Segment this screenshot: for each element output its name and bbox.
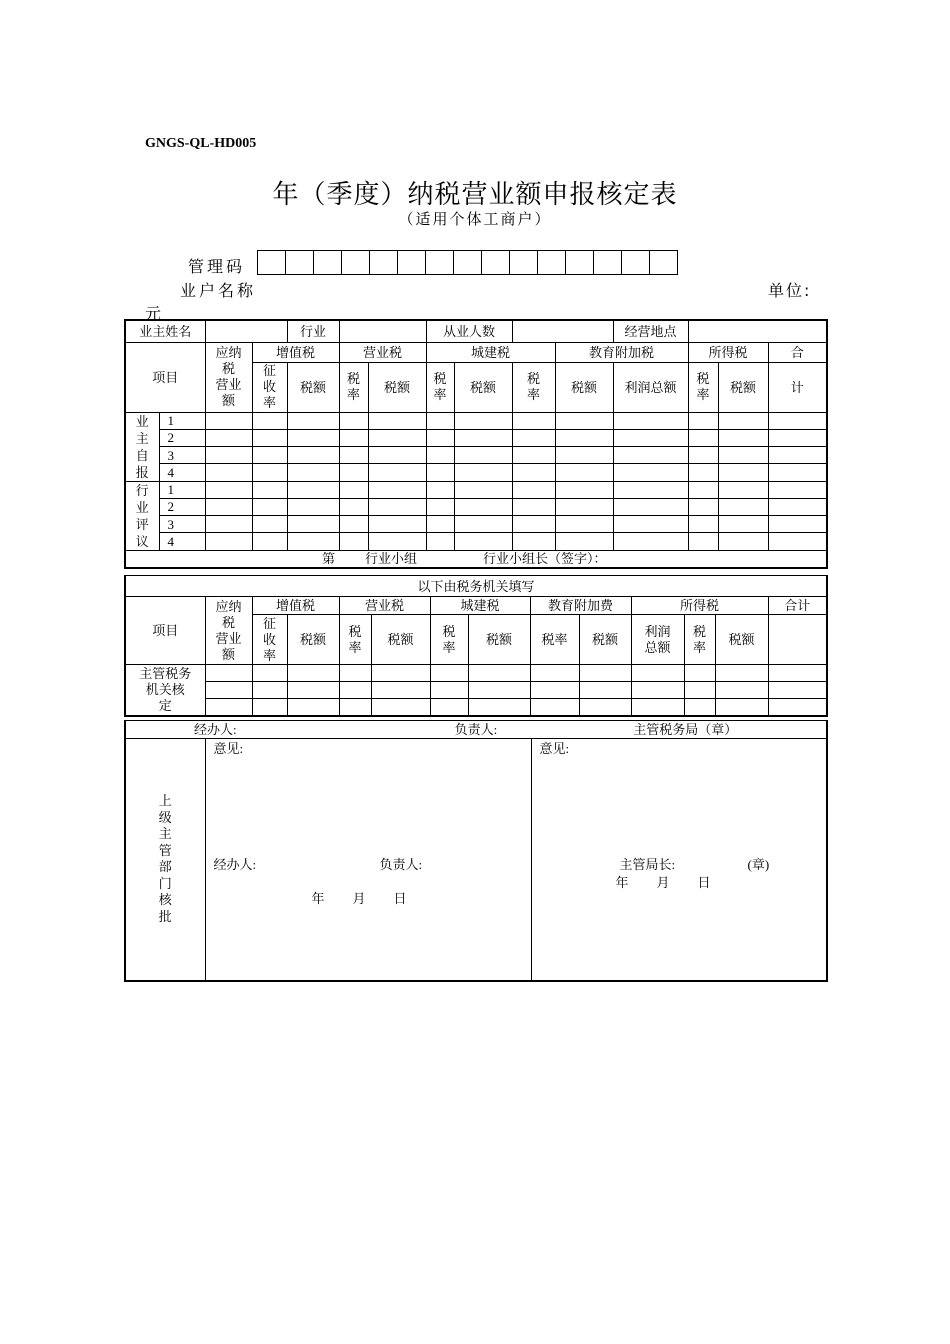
seal-label: (章) xyxy=(747,857,770,872)
total-header-bottom: 计 xyxy=(768,362,827,412)
industry-eval-row-label: 行 业 评 议 xyxy=(125,481,159,550)
data-cell[interactable] xyxy=(454,516,512,533)
page-title: 年（季度）纳税营业额申报核定表 xyxy=(272,180,678,210)
authority-cell[interactable] xyxy=(631,699,684,716)
management-code-box[interactable] xyxy=(342,251,370,274)
management-code-boxes[interactable] xyxy=(257,250,678,275)
authority-cell[interactable] xyxy=(430,682,468,699)
vat-amount-header: 税额 xyxy=(287,362,339,412)
data-cell[interactable] xyxy=(339,498,368,515)
authority-table xyxy=(124,575,828,717)
data-cell[interactable] xyxy=(768,412,827,429)
location-label: 经营地点 xyxy=(613,320,688,342)
authority-row xyxy=(125,699,827,716)
data-cell[interactable] xyxy=(368,429,426,446)
right-opinion-label: 意见: xyxy=(539,741,570,756)
data-cell[interactable] xyxy=(368,533,426,550)
authority-cell[interactable] xyxy=(205,682,252,699)
management-code-box[interactable] xyxy=(650,251,678,274)
data-cell[interactable] xyxy=(368,464,426,481)
data-cell[interactable] xyxy=(688,516,718,533)
authority-cell[interactable] xyxy=(287,699,339,716)
authority-vat-header: 增值税 xyxy=(252,597,339,615)
self-report-row xyxy=(125,464,827,481)
handler-label: 经办人: xyxy=(194,722,237,737)
authority-cell[interactable] xyxy=(468,682,530,699)
owner-field[interactable] xyxy=(205,320,287,342)
authority-cell[interactable] xyxy=(768,665,827,682)
authority-edu-header: 教育附加费 xyxy=(530,597,631,615)
data-cell[interactable] xyxy=(426,464,454,481)
management-code-box[interactable] xyxy=(622,251,650,274)
data-cell[interactable] xyxy=(339,429,368,446)
item-header: 项目 xyxy=(125,342,205,412)
row-number: 3 xyxy=(159,447,205,464)
authority-cell[interactable] xyxy=(287,682,339,699)
data-cell[interactable] xyxy=(339,447,368,464)
edu-rate-header: 税 率 xyxy=(512,362,555,412)
authority-cell[interactable] xyxy=(631,665,684,682)
authority-cell[interactable] xyxy=(715,699,768,716)
data-cell[interactable] xyxy=(613,464,688,481)
row-number: 2 xyxy=(159,429,205,446)
data-cell[interactable] xyxy=(613,412,688,429)
management-code-box[interactable] xyxy=(286,251,314,274)
data-cell[interactable] xyxy=(252,447,287,464)
management-code-label: 管理码 xyxy=(188,257,246,276)
data-cell[interactable] xyxy=(339,533,368,550)
self-report-row xyxy=(125,429,827,446)
authority-cell[interactable] xyxy=(371,665,430,682)
authority-row xyxy=(125,665,827,682)
authority-city-amount-header: 税额 xyxy=(468,615,530,665)
info-row xyxy=(125,320,827,342)
data-cell[interactable] xyxy=(287,429,339,446)
data-cell[interactable] xyxy=(252,429,287,446)
data-cell[interactable] xyxy=(688,533,718,550)
taxable-header: 应纳 税 营业 额 xyxy=(205,342,252,412)
authority-cell[interactable] xyxy=(768,699,827,716)
authority-header-row-1 xyxy=(125,597,827,615)
data-cell[interactable] xyxy=(688,498,718,515)
data-cell[interactable] xyxy=(688,481,718,498)
row-number: 1 xyxy=(159,481,205,498)
data-cell[interactable] xyxy=(768,464,827,481)
data-cell[interactable] xyxy=(768,447,827,464)
industry-field[interactable] xyxy=(339,320,426,342)
data-cell[interactable] xyxy=(426,498,454,515)
data-cell[interactable] xyxy=(252,481,287,498)
business-name-label: 业户名称 xyxy=(180,281,257,300)
data-cell[interactable] xyxy=(512,429,555,446)
authority-heading-row xyxy=(125,576,827,597)
approval-table xyxy=(124,720,828,982)
data-cell[interactable] xyxy=(205,533,252,550)
data-cell[interactable] xyxy=(426,481,454,498)
authority-cell[interactable] xyxy=(205,699,252,716)
self-report-row xyxy=(125,447,827,464)
row-number: 3 xyxy=(159,516,205,533)
authority-total-header: 合计 xyxy=(768,597,827,615)
row-number: 1 xyxy=(159,412,205,429)
industry-eval-rows xyxy=(125,481,827,550)
data-cell[interactable] xyxy=(613,533,688,550)
data-cell[interactable] xyxy=(454,481,512,498)
left-opinion-cell[interactable] xyxy=(205,739,531,981)
industry-eval-row xyxy=(125,533,827,550)
total-header-top: 合 xyxy=(768,342,827,362)
data-cell[interactable] xyxy=(368,498,426,515)
data-cell[interactable] xyxy=(454,429,512,446)
vat-header: 增值税 xyxy=(252,342,339,362)
unit-label: 单位: xyxy=(768,281,812,300)
authority-business-rate-header: 税 率 xyxy=(339,615,371,665)
data-cell[interactable] xyxy=(205,429,252,446)
data-cell[interactable] xyxy=(555,412,613,429)
authority-cell[interactable] xyxy=(252,682,287,699)
authority-cell[interactable] xyxy=(287,665,339,682)
management-code-box[interactable] xyxy=(426,251,454,274)
data-cell[interactable] xyxy=(688,464,718,481)
income-rate-header: 税 率 xyxy=(688,362,718,412)
data-cell[interactable] xyxy=(252,498,287,515)
management-code-box[interactable] xyxy=(258,251,286,274)
data-cell[interactable] xyxy=(454,412,512,429)
authority-cell[interactable] xyxy=(371,682,430,699)
data-cell[interactable] xyxy=(205,481,252,498)
city-rate-header: 税 率 xyxy=(426,362,454,412)
data-cell[interactable] xyxy=(718,464,768,481)
data-cell[interactable] xyxy=(512,447,555,464)
data-cell[interactable] xyxy=(368,481,426,498)
responsible-label: 负责人: xyxy=(454,722,498,737)
business-rate-header: 税 率 xyxy=(339,362,368,412)
authority-heading: 以下由税务机关填写 xyxy=(125,576,827,597)
data-cell[interactable] xyxy=(287,498,339,515)
data-cell[interactable] xyxy=(368,412,426,429)
authority-cell[interactable] xyxy=(339,699,371,716)
data-cell[interactable] xyxy=(454,447,512,464)
authority-cell[interactable] xyxy=(252,665,287,682)
industry-label: 行业 xyxy=(287,320,339,342)
management-code-box[interactable] xyxy=(510,251,538,274)
data-cell[interactable] xyxy=(454,498,512,515)
city-tax-header: 城建税 xyxy=(426,342,555,362)
data-cell[interactable] xyxy=(555,516,613,533)
industry-eval-row xyxy=(125,498,827,515)
data-cell[interactable] xyxy=(613,429,688,446)
industry-eval-row xyxy=(125,481,827,498)
business-tax-header: 营业税 xyxy=(339,342,426,362)
income-tax-header: 所得税 xyxy=(688,342,768,362)
owner-label: 业主姓名 xyxy=(125,320,205,342)
authority-cell[interactable] xyxy=(430,699,468,716)
data-cell[interactable] xyxy=(768,533,827,550)
data-cell[interactable] xyxy=(555,498,613,515)
data-cell[interactable] xyxy=(205,516,252,533)
authority-edu-amount-header: 税额 xyxy=(579,615,631,665)
levy-rate-header: 征 收 率 xyxy=(252,362,287,412)
data-cell[interactable] xyxy=(426,412,454,429)
authority-cell[interactable] xyxy=(684,665,715,682)
data-cell[interactable] xyxy=(287,481,339,498)
header-row-1 xyxy=(125,342,827,362)
authority-cell[interactable] xyxy=(715,665,768,682)
edu-amount-header: 税额 xyxy=(555,362,613,412)
authority-cell[interactable] xyxy=(430,665,468,682)
data-cell[interactable] xyxy=(718,516,768,533)
edu-tax-header: 教育附加税 xyxy=(555,342,688,362)
data-cell[interactable] xyxy=(613,516,688,533)
data-cell[interactable] xyxy=(768,481,827,498)
management-code-box[interactable] xyxy=(398,251,426,274)
data-cell[interactable] xyxy=(287,412,339,429)
data-cell[interactable] xyxy=(252,516,287,533)
authority-cell[interactable] xyxy=(339,682,371,699)
authority-cell[interactable] xyxy=(579,699,631,716)
authority-income-header: 所得税 xyxy=(631,597,768,615)
profit-total-header: 利润总额 xyxy=(613,362,688,412)
management-code-box[interactable] xyxy=(314,251,342,274)
data-cell[interactable] xyxy=(426,516,454,533)
data-cell[interactable] xyxy=(339,412,368,429)
data-cell[interactable] xyxy=(252,412,287,429)
authority-city-rate-header: 税 率 xyxy=(430,615,468,665)
data-cell[interactable] xyxy=(512,498,555,515)
left-handler-label: 经办人: xyxy=(213,857,257,872)
data-cell[interactable] xyxy=(426,533,454,550)
data-cell[interactable] xyxy=(205,412,252,429)
data-cell[interactable] xyxy=(287,447,339,464)
data-cell[interactable] xyxy=(454,464,512,481)
authority-cell[interactable] xyxy=(631,682,684,699)
authority-city-header: 城建税 xyxy=(430,597,530,615)
authority-cell[interactable] xyxy=(715,682,768,699)
authority-taxable-header: 应纳 税 营业 额 xyxy=(205,597,252,665)
data-cell[interactable] xyxy=(768,516,827,533)
data-cell[interactable] xyxy=(205,464,252,481)
director-label: 主管局长: xyxy=(619,857,676,872)
authority-business-header: 营业税 xyxy=(339,597,430,615)
authority-levy-rate-header: 征 收 率 xyxy=(252,615,287,665)
authority-business-amount-header: 税额 xyxy=(371,615,430,665)
signature-row xyxy=(125,721,827,739)
authority-cell[interactable] xyxy=(579,682,631,699)
authority-cell[interactable] xyxy=(468,699,530,716)
data-cell[interactable] xyxy=(426,429,454,446)
city-amount-header: 税额 xyxy=(454,362,512,412)
data-cell[interactable] xyxy=(613,481,688,498)
unit-value: 元 xyxy=(145,304,162,323)
data-cell[interactable] xyxy=(718,533,768,550)
right-date: 年 月 日 xyxy=(615,875,711,890)
data-cell[interactable] xyxy=(287,533,339,550)
income-amount-header: 税额 xyxy=(718,362,768,412)
superior-approval-label: 上 级 主 管 部 门 核 批 xyxy=(125,739,205,981)
data-cell[interactable] xyxy=(426,447,454,464)
authority-cell[interactable] xyxy=(252,699,287,716)
group-footer-row xyxy=(125,550,827,568)
data-cell[interactable] xyxy=(252,533,287,550)
management-code-box[interactable] xyxy=(482,251,510,274)
self-report-row xyxy=(125,412,827,429)
data-cell[interactable] xyxy=(339,464,368,481)
signature-line xyxy=(125,721,827,739)
bureau-seal-label: 主管税务局（章） xyxy=(633,722,738,737)
data-cell[interactable] xyxy=(613,447,688,464)
authority-cell[interactable] xyxy=(579,665,631,682)
management-code-box[interactable] xyxy=(454,251,482,274)
self-report-row-label: 业 主 自 报 xyxy=(125,412,159,481)
group-footer: 第 行业小组 行业小组长（签字）： xyxy=(125,550,827,568)
authority-cell[interactable] xyxy=(468,665,530,682)
data-cell[interactable] xyxy=(688,447,718,464)
data-cell[interactable] xyxy=(768,429,827,446)
data-cell[interactable] xyxy=(252,464,287,481)
management-code-box[interactable] xyxy=(594,251,622,274)
row-number: 4 xyxy=(159,533,205,550)
authority-cell[interactable] xyxy=(205,665,252,682)
data-cell[interactable] xyxy=(688,412,718,429)
data-cell[interactable] xyxy=(368,447,426,464)
data-cell[interactable] xyxy=(454,533,512,550)
authority-cell[interactable] xyxy=(371,699,430,716)
approval-row xyxy=(125,739,827,981)
data-cell[interactable] xyxy=(718,498,768,515)
data-cell[interactable] xyxy=(287,516,339,533)
data-cell[interactable] xyxy=(688,429,718,446)
data-cell[interactable] xyxy=(512,412,555,429)
data-cell[interactable] xyxy=(205,447,252,464)
data-cell[interactable] xyxy=(613,498,688,515)
page-subtitle: （适用个体工商户） xyxy=(398,210,552,228)
data-cell[interactable] xyxy=(205,498,252,515)
authority-cell[interactable] xyxy=(530,699,579,716)
authority-item-header: 项目 xyxy=(125,597,205,665)
authority-cell[interactable] xyxy=(339,665,371,682)
left-date: 年 月 日 xyxy=(311,891,407,906)
authority-row xyxy=(125,682,827,699)
authority-edu-rate-header: 税率 xyxy=(530,615,579,665)
data-cell[interactable] xyxy=(718,429,768,446)
data-cell[interactable] xyxy=(512,533,555,550)
authority-cell[interactable] xyxy=(684,682,715,699)
authority-profit-header: 利润 总额 xyxy=(631,615,684,665)
data-cell[interactable] xyxy=(512,464,555,481)
management-code-box[interactable] xyxy=(538,251,566,274)
authority-cell[interactable] xyxy=(684,699,715,716)
authority-vat-amount-header: 税额 xyxy=(287,615,339,665)
data-cell[interactable] xyxy=(718,481,768,498)
data-cell[interactable] xyxy=(555,447,613,464)
data-cell[interactable] xyxy=(368,516,426,533)
employees-field[interactable] xyxy=(512,320,613,342)
data-cell[interactable] xyxy=(555,429,613,446)
declaration-table xyxy=(124,319,828,569)
data-cell[interactable] xyxy=(768,498,827,515)
left-responsible-label: 负责人: xyxy=(379,857,423,872)
data-cell[interactable] xyxy=(339,516,368,533)
industry-eval-row xyxy=(125,516,827,533)
right-opinion-cell[interactable] xyxy=(531,739,827,981)
data-cell[interactable] xyxy=(718,447,768,464)
authority-cell[interactable] xyxy=(768,682,827,699)
data-cell[interactable] xyxy=(718,412,768,429)
row-number: 4 xyxy=(159,464,205,481)
authority-income-rate-header: 税 率 xyxy=(684,615,715,665)
data-cell[interactable] xyxy=(512,516,555,533)
authority-cell[interactable] xyxy=(530,665,579,682)
data-cell[interactable] xyxy=(555,533,613,550)
data-cell[interactable] xyxy=(287,464,339,481)
authority-label: 主管税务 机关核 定 xyxy=(125,665,205,716)
authority-total-empty xyxy=(768,615,827,665)
data-cell[interactable] xyxy=(555,464,613,481)
data-cell[interactable] xyxy=(339,481,368,498)
location-field[interactable] xyxy=(688,320,827,342)
employees-label: 从业人数 xyxy=(426,320,512,342)
management-code-box[interactable] xyxy=(370,251,398,274)
business-amount-header: 税额 xyxy=(368,362,426,412)
self-report-rows xyxy=(125,412,827,481)
data-cell[interactable] xyxy=(512,481,555,498)
authority-cell[interactable] xyxy=(530,682,579,699)
form-code: GNGS-QL-HD005 xyxy=(145,136,257,151)
data-cell[interactable] xyxy=(555,481,613,498)
authority-income-amount-header: 税额 xyxy=(715,615,768,665)
row-number: 2 xyxy=(159,498,205,515)
left-opinion-label: 意见: xyxy=(213,741,244,756)
management-code-box[interactable] xyxy=(566,251,594,274)
